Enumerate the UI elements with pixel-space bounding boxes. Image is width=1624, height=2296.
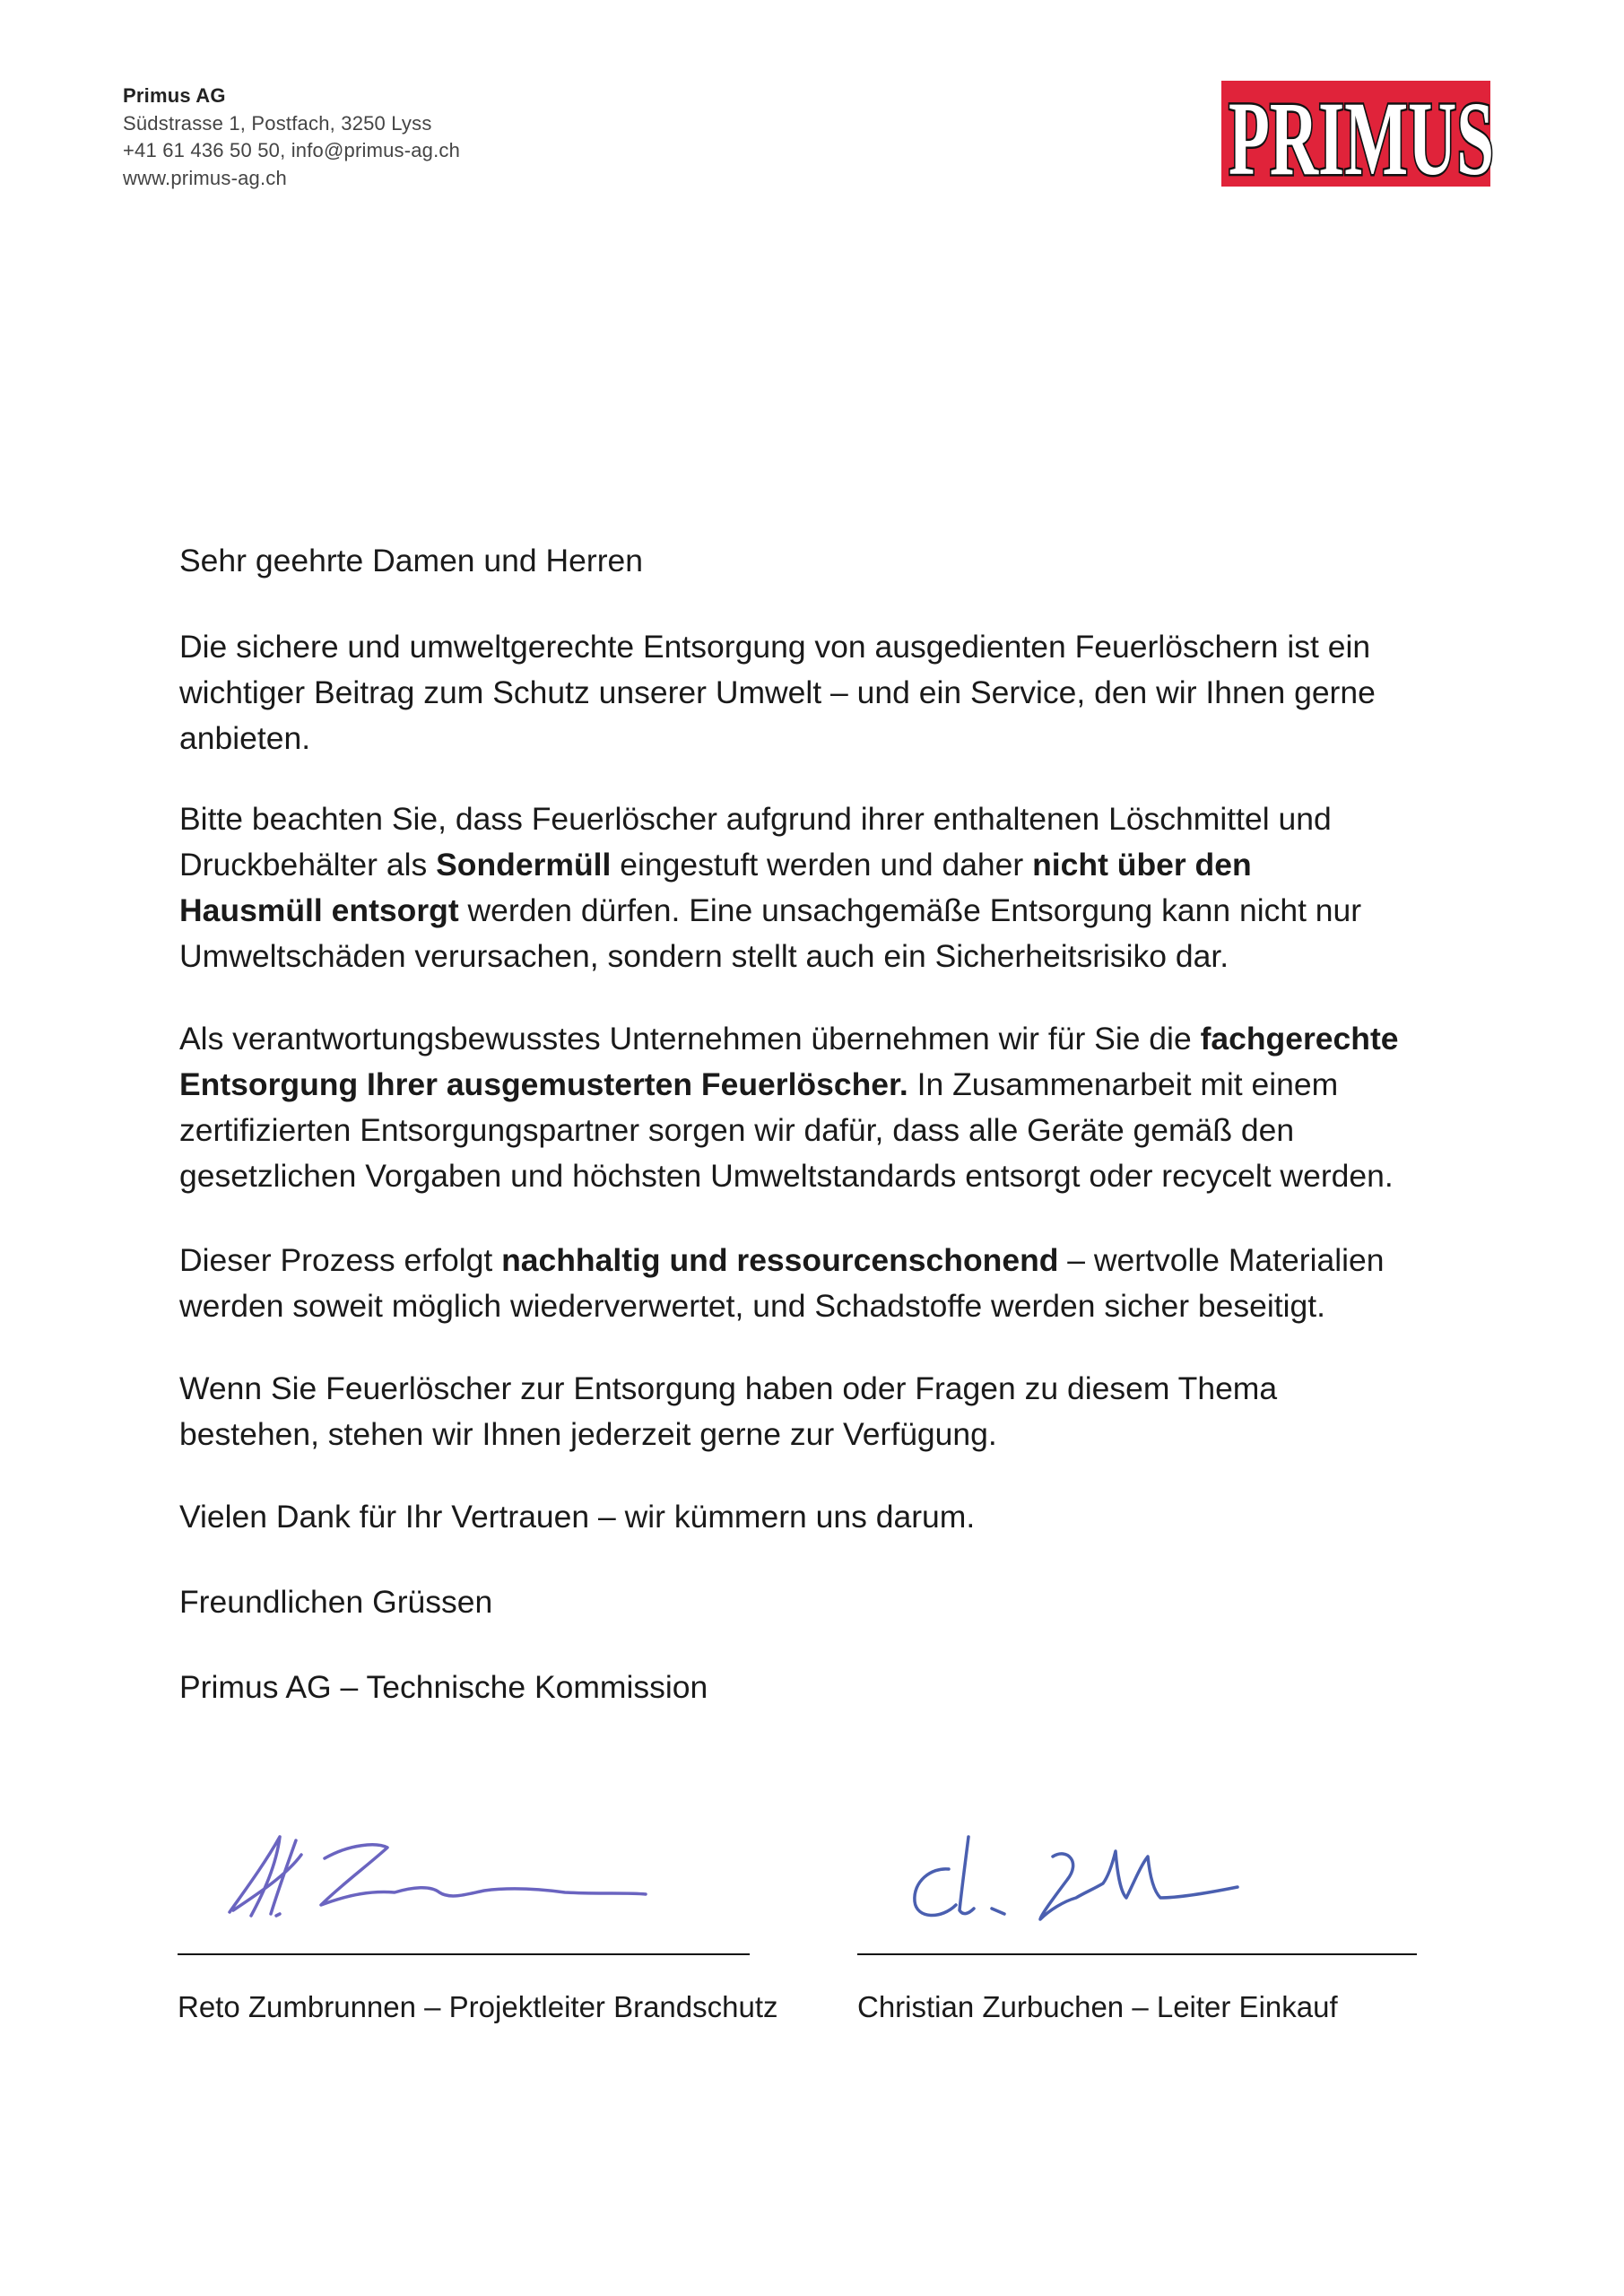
paragraph-5: Wenn Sie Feuerlöscher zur Entsorgung haben oder Fragen zu diesem Thema bestehen, stehen wir Ihnen jederzeit gerne zur Verfügung.	[179, 1370, 1278, 1452]
left-signature-label: Reto Zumbrunnen – Projektleiter Brandschutz	[178, 1990, 778, 2023]
sender-website: www.primus-ag.ch	[123, 166, 287, 189]
p2-bold-hausmuell: nicht über den Hausmüll entsorgt	[179, 847, 1252, 928]
sender-contact: +41 61 436 50 50, info@primus-ag.ch	[123, 139, 461, 161]
sender-address: Südstrasse 1, Postfach, 3250 Lyss	[123, 111, 432, 135]
left-signature-line	[178, 1953, 750, 1955]
p2-text-1: Bitte beachten Sie, dass Feuerlöscher aufgrund ihrer enthaltenen Löschmittel und Druckbehälter als	[179, 801, 1332, 883]
paragraph-3	[179, 1016, 1408, 1199]
p3-bold-entsorgung: fachgerechte Entsorgung Ihrer ausgemusterten Feuerlöscher.	[179, 1021, 1399, 1102]
right-signature	[906, 1830, 1291, 1937]
left-signature	[224, 1830, 708, 1928]
paragraph-4	[179, 1238, 1399, 1329]
p2-bold-sondermuell: Sondermüll	[436, 847, 612, 883]
signature-area	[0, 1830, 1624, 2036]
p4-text-2: – wertvolle Materialien werden soweit möglich wiederverwertet, und Schadstoffe werden sicher beseitigt.	[179, 1242, 1385, 1324]
paragraph-6: Vielen Dank für Ihr Vertrauen – wir kümmern uns darum.	[179, 1499, 976, 1535]
paragraph-2	[179, 796, 1385, 979]
p2-text-3: werden dürfen. Eine unsachgemäße Entsorgung kann nicht nur Umweltschäden verursachen, sondern stellt auch ein Sicherheitsrisiko dar.	[179, 892, 1362, 974]
primus-logo	[1220, 75, 1499, 197]
signatory-org: Primus AG – Technische Kommission	[179, 1669, 708, 1705]
closing: Freundlichen Grüssen	[179, 1584, 493, 1620]
logo-wordmark: PRIMUS	[1229, 80, 1494, 197]
p3-text-1: Als verantwortungsbewusstes Unternehmen übernehmen wir für Sie die	[179, 1021, 1201, 1057]
salutation: Sehr geehrte Damen und Herren	[179, 543, 644, 578]
right-signature-line	[857, 1953, 1417, 1955]
right-signature-label: Christian Zurbuchen – Leiter Einkauf	[857, 1990, 1338, 2023]
p4-bold-nachhaltig: nachhaltig und ressourcenschonend	[501, 1242, 1059, 1278]
sender-block	[123, 83, 460, 192]
p3-text-2: In Zusammenarbeit mit einem zertifizierten Entsorgungspartner sorgen wir dafür, dass alle Geräte gemäß den gesetzlichen Vorgaben und höchsten Umweltstandards entsorgt oder recycelt werden.	[179, 1066, 1394, 1194]
sender-name: Primus AG	[123, 84, 226, 107]
paragraph-1: Die sichere und umweltgerechte Entsorgung von ausgedienten Feuerlöschern ist ein wichtiger Beitrag zum Schutz unserer Umwelt – und ein Service, den wir Ihnen gerne anbieten.	[179, 629, 1376, 756]
p4-text-1: Dieser Prozess erfolgt	[179, 1242, 502, 1278]
p2-text-2: eingestuft werden und daher	[611, 847, 1033, 883]
